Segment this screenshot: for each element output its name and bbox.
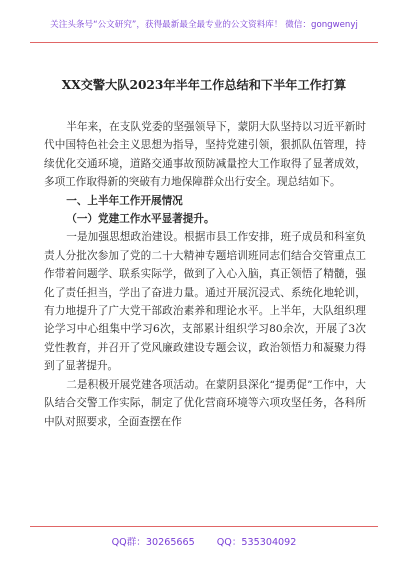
footer-contacts: [0, 534, 408, 548]
intro-paragraph: 半年来，在支队党委的坚强领导下，蒙阴大队坚持以习近平新时代中国特色社会主义思想为指导，坚持党建引领，狠抓队伍管理，持续优化交通环境，道路交通事故预防减量控大工作取得了显著成效，多项工作取得新的突破有力地保障群众出行安全。现总结如下。: [44, 121, 366, 189]
document-title: XX交警大队2023年半年工作总结和下半年工作打算: [61, 78, 347, 92]
header-divider: [30, 42, 378, 43]
footer-qq: QQ：535304092: [216, 537, 297, 548]
footer-divider: [30, 526, 378, 527]
paragraph-2: 二是积极开展党建各项活动。在蒙阴县深化“提勇促”工作中，大队结合交警工作实际，制定了优化营商环境等六项攻坚任务，各科所中队对照要求，全面查摆在作: [44, 378, 366, 428]
paragraph-1: 一是加强思想政治建设。根据市县工作安排，班子成员和科室负责人分批次参加了党的二十大精神专题培训班同志们结合交管重点工作带着问题学、联系实际学，做到了入心入脑，真正领悟了精髓，强化了责任担当，学出了奋进力量。通过开展沉浸式、系统化地轮训，有力地提升了广大党干部政治素养和理论水平。上半年，大队组织理论学习中心组集中学习6次，支部累计组织学习80余次，开展了3次党性教育，并召开了党风廉政建设专题会议，政治领悟力和凝聚力得到了显著提升。: [44, 231, 366, 373]
document-body: [44, 118, 366, 431]
subsection-heading: （一）党建工作水平显著提升。: [66, 213, 215, 226]
header-banner: 关注头条号“公文研究”，获得最新最全最专业的公文资料库！ 微信：gongwenyj: [50, 20, 358, 30]
footer-qq-group: QQ群：30265665: [111, 537, 195, 548]
section-heading: 一、上半年工作开展情况: [66, 194, 183, 207]
